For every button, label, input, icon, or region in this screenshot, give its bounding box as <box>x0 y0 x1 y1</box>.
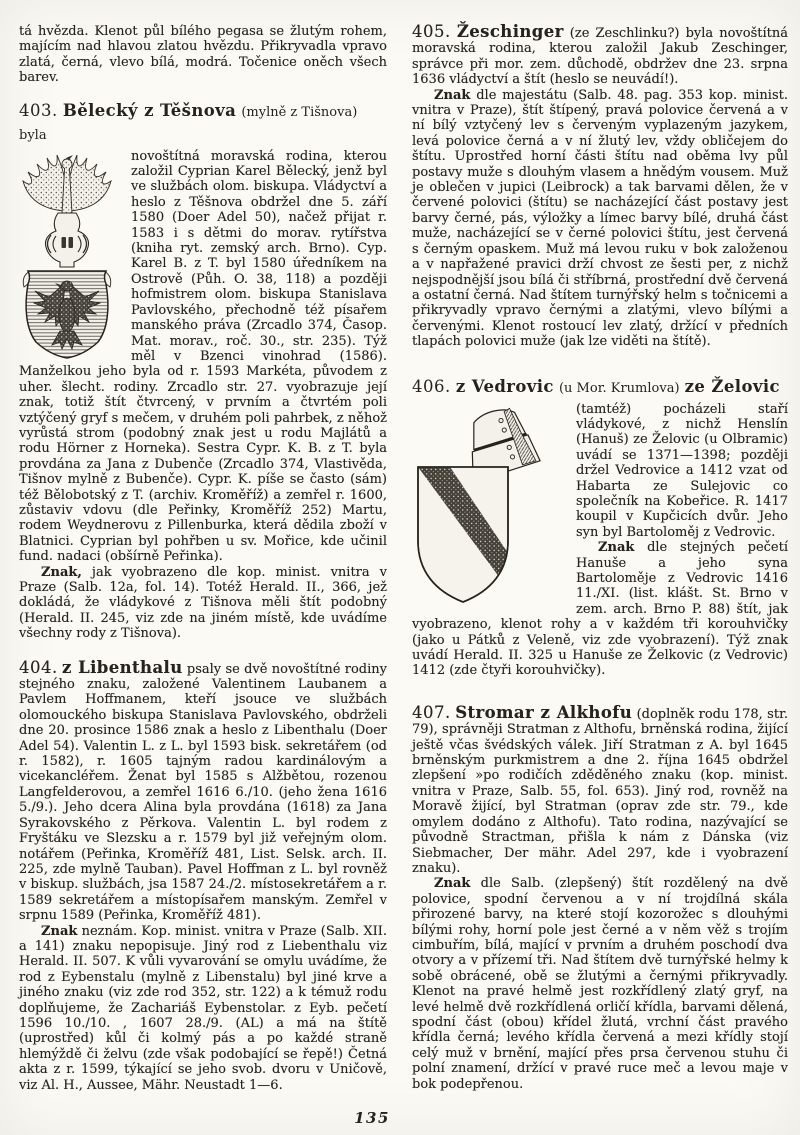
entry-number: 407. <box>412 702 451 722</box>
entry-number: 403. <box>19 100 58 120</box>
entry-407-znak-paragraph <box>412 876 788 1092</box>
continuation-paragraph: tá hvězda. Klenot půl bílého pegasa se žlutým rohem, majícím nad hlavou zlatou hvězdu. Přikryvadla vpravo zlatá, černá, vlevo bílá, modrá. Točenice oněch všech barev. <box>19 24 387 86</box>
znak-text: dle Salb. (zlepšený) štít rozdělený na dvě polovice, spodní červenou a v ní trojdílná skála přirozené barvy, na které stojí kozorožec s dlouhými bílými rohy, horní pole jest černé a v něm věž s trojím cimbuřím, bílá, mající v prvním a druhém poschodí dva otvory a v přízemí tři. Nad štítem dvě turnýřské helmy k sobě obrácené, obě se žlutými a černými přikryvadly. Klenot na pravé helmě jest rozkřídlený zlatý gryf, na levé helmě dvě rozkřídlená orličí křídla, barvami dělená, spodní část (obou) křídel žlutá, vrchní část pravého křídla černá; levého křídla červená a mezi křídly stojí celý muž v brnění, mající přes prsa červenou stuhu či polní znamení, držící v pravé ruce meč a levou maje v bok podepřenou. <box>412 876 788 1092</box>
entry-body-text: (doplněk rodu 178, str. 79), správněji Stratman z Althofu, brněnská rodina, žijící ještě včas švédských válek. Jiří Stratman z A. byl 1645 brněnským purkmistrem a dne 2. října 1645 obdržel zlepšení »po rodičích zděděného znaku (kop. minist. vnitra v Praze, Salb. 55, fol. 653). Jiný rod, rovněž na Moravě žijící, byl Stratman (oprav zde str. 79., kde omylem dodáno z Althofu). Tato rodina, nazývající se původně Stractman, přišla k nám z Dánska (viz Siebmacher, Der mähr. Adel 297, kde i vyobrazení znaku). <box>412 706 788 876</box>
znak-label: Znak <box>434 87 471 103</box>
znak-text: dle majestátu (Salb. 48. pag. 353 kop. minist. vnitra v Praze), štít štípený, pravá polovice červená a v ní bílý vztyčený lev s červeným vyplazeným jazykem, levá polovice černá a v ní žlutý lev, vždy obličejem do štítu. Uprostřed horní části štítu nad oběma lvy půl postavy muže s dlouhým vlasem a hnědým vousem. Muž je oblečen v jupici (Leibrock) a tak barvami dělen, že v červené polovici (štítu) se nacházející část postavy jest barvy černé, pás, výložky a límec barvy bílé, druhá část muže, nacházející se v černé polovici štítu, jest červená s černým opaskem. Muž má levou ruku v bok založenou a v napřažené pravici drží chvost ze šesti per, z nichž nejspodnější jsou bílá či stříbrná, prostřední dvě červená a ostatní černá. Nad štítem turnýřský helm s točnicemi a přikryvadly vpravo černými a zlatými, vlevo bílými a červenými. Klenot rostoucí lev zlatý, držící v předních tlapách polovici muže (jak lze viděti na štítě). <box>412 87 788 350</box>
entry-family-name: Žeschinger <box>456 22 564 41</box>
entry-body-text: novoštítná moravská rodina, kterou založil Cyprian Karel Bělecký, jenž byl ve službách olom. biskupa. Vládyctví a heslo z Těšnova obdržel dne 5. září 1580 (Doer Adel 50), načež přijat r. 1583 i s dětmi do morav. rytířstva (kniha ryt. zemský arch. Brno). Cyp. Karel B. z T. byl 1580 úředníkem na Ostrově (Půh. O. 38, 118) a později hofmistrem olom. biskupa Stanislava Pavlovského, přechodně též písařem manského práva (Zrcadlo 374, Časop. Mat. morav., roč. 30., str. 235). Týž měl v Bzenci vinohrad (1586). Manželkou jeho byla od r. 1593 Markéta, původem z uher. šlecht. rodiny. Zrcadlo str. 27. vyobrazuje její znak, totiž štít čtvrcený, v prvním a čtvrtém poli vztýčený gryf s mečem, v druhém poli pahrbek, z něhož vyrůstá strom (podobný znak jest u rodu Majlátů a rodu Hörner z Horneka). Sestra Cypr. K. B. z T. byla provdána za Jana z Dubenče (Zrcadlo 374, Vlastivěda, Tišnov mylně z Bubenče). Cypr. K. píše se často (sám) též Bělobotský z T. (archiv. Kroměříž) a zemřel r. 1600, zůstaviv vdovu (dle Peřinky, Kroměříž 252) Martu, rodem Weydnerovu z Pillenburka, která dědila zboží v Blatnici. Cyprian byl pohřben u sv. Mořice, kde učinil fund. nadaci (obšírně Peřinka). <box>19 148 387 565</box>
entry-405 <box>412 24 788 350</box>
entry-407-paragraph <box>412 702 788 876</box>
znak-text: dle stejných pečetí Hanuše a jeho syna Bartoloměje z Vedrovic 1416 11./XI. (list. klášt. St. Brno v zem. arch. Brno P. 88) štít, jak vyobrazeno, klenot rohy a v každém tři korouhvičky (jako u Pátků z Veleně, viz zde vyobrazení). Týž znak uvádí Herald. II. 325 u Hanuše ze Želkovic (z Vedrovic) 1412 (zde čtyři korouhvičky). <box>412 540 788 679</box>
znak-label: Znak <box>598 540 635 556</box>
right-column <box>412 24 788 1093</box>
znak-label: Znak <box>41 923 78 939</box>
coat-of-arms-belecky-icon <box>20 151 114 359</box>
entry-body-text: (tamtéž) pocházeli staří vládykové, z nichž Henslín (Hanuš) ze Želovic (u Olbramic) uvádí se 1371—1398; později držel Vedrovice a 1412 vzat od Habarta ze Sulejovic co společník na Kobeřice. R. 1417 koupil v Kupčicích dvůr. Jeho syn byl Bartoloměj z Vedrovic. <box>576 401 788 540</box>
entry-406-heading <box>412 376 788 399</box>
entry-406-body <box>412 402 788 541</box>
entry-number: 405. <box>412 22 451 41</box>
entry-407 <box>412 702 788 1092</box>
entry-404 <box>19 657 387 1093</box>
entry-403-body <box>19 149 387 565</box>
entry-family-name: z Vedrovic <box>455 376 554 396</box>
entry-403 <box>19 100 387 642</box>
entry-405-znak-paragraph <box>412 88 788 350</box>
znak-label: Znak, <box>41 564 82 580</box>
left-column <box>19 24 387 1093</box>
entry-403-heading <box>19 100 387 146</box>
coat-of-arms-vedrovic-icon <box>412 405 562 605</box>
entry-body-text: (ze Zeschlinku?) byla novoštítná moravská rodina, kterou založil Jakub Zeschinger, správce při mor. zem. důchodě, obdržev dne 23. srpna 1636 vládyctví a štít (heslo se neuvádí!). <box>412 26 788 88</box>
znak-text: neznám. Kop. minist. vnitra v Praze (Salb. XII. a 141) znaku nepopisuje. Jiný rod z Liebenthalu viz Herald. II. 507. K vůli vyvarování se omylu uvádíme, že rod z Eybenstalu (mylně z Libenstalu) byl jiné krve a jiného znaku (viz zde rod 352, str. 122) a k témuž rodu doplňujeme, že Zachariáš Eybenstolar. z Eyb. pečetí 1596 10./10. , 1607 28./9. (AL) a má na štítě (uprostřed) kůl či kolmý pás a po každé straně hlemýždě či želvu (zde však podobající se řepě!) Četná akta z r. 1599, týkající se jeho svob. dvoru v Uničově, viz Al. H., Aussee, Mähr. Neustadt 1—6. <box>19 923 387 1093</box>
entry-406 <box>412 376 788 679</box>
entry-404-znak-paragraph <box>19 924 387 1093</box>
entry-heading-rest: (mylně z Tišnova) byla <box>19 104 358 143</box>
entry-405-paragraph <box>412 24 788 88</box>
entry-body-text: psaly se dvě novoštítné rodiny stejného znaku, založené Valentinem Laubanem a Pavlem Hoffmanem, kteří jsouce ve službách olomouckého biskupa Stanislava Pavlovského, obdrželi dne 20. prosince 1586 znak a heslo z Libenthalu (Doer Adel 54). Valentin L. z L. byl 1593 bisk. sekretářem (od r. 1582), r. 1605 tajným radou kardinálovým a vicekancléřem. Ženat byl 1585 s Alžbětou, rozenou Langfelderovou, a zemřel 1616 6./10. (jeho žena 1616 5./9.). Jeho dcera Alina byla provdána (1618) za Jana Syrakovského z Pěrkova. Valentin L. byl rodem z Fryštáku ve Slezsku a r. 1579 byl již veřejným olom. notářem (Peřinka, Kroměříž 481, List. Selsk. arch. II. 225, zde mylně Tauban). Pavel Hoffman z L. byl rovněž v biskup. službách, jsa 1587 24./2. místosekretářem a r. 1589 sekretářem a místopísařem manským. Zemřel v srpnu 1589 (Peřinka, Kroměříž 481). <box>19 661 387 924</box>
entry-number: 406. <box>412 376 451 396</box>
entry-family-name: Bělecký z Těšnova <box>62 100 237 120</box>
entry-family-name-2: ze Želovic <box>684 376 780 396</box>
znak-label: Znak <box>434 876 471 892</box>
entry-number: 404. <box>19 657 58 677</box>
znak-text: jak vyobrazeno dle kop. minist. vnitra v Praze (Salb. 12a, fol. 14). Totéž Herald. II., 366, jež dokládá, že vládykové z Tišnova měli štít podobný (Herald. II. 245, viz zde na jiném místě, kde uvádíme všechny rody z Tišnova). <box>19 564 387 642</box>
page-number: 135 <box>354 1109 390 1127</box>
entry-family-name: z Libenthalu <box>62 657 183 677</box>
entry-heading-middle: (u Mor. Krumlova) <box>558 380 680 396</box>
entry-404-paragraph <box>19 657 387 924</box>
entry-403-znak-paragraph <box>19 565 387 642</box>
entry-family-name: Stromar z Alkhofu <box>455 702 633 722</box>
